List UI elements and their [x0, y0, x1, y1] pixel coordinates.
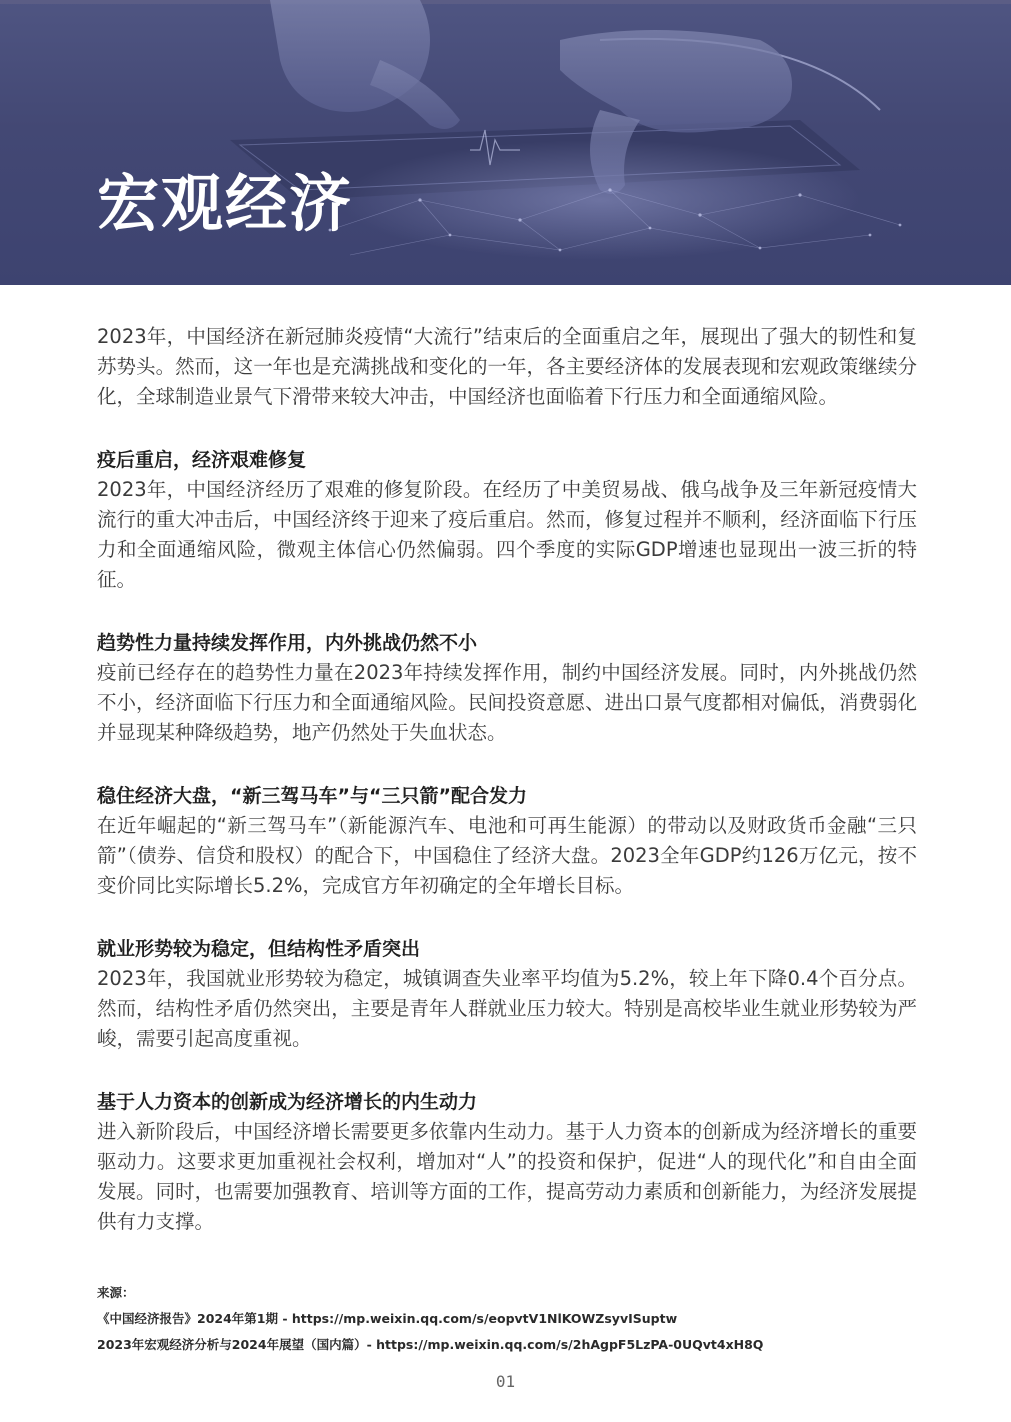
- section-body: 疫前已经存在的趋势性力量在2023年持续发挥作用，制约中国经济发展。同时，内外挑战仍然不小，经济面临下行压力和全面通缩风险。民间投资意愿、进出口景气度都相对偏低，消费弱化并显现某种降级趋势，地产仍然处于失血状态。: [97, 661, 917, 744]
- section-title: 稳住经济大盘，“新三驾马车”与“三只箭”配合发力: [97, 785, 527, 807]
- sources: [97, 1280, 917, 1358]
- page-title: 宏观经济: [97, 167, 354, 240]
- section-body: 2023年，中国经济经历了艰难的修复阶段。在经历了中美贸易战、俄乌战争及三年新冠疫情大流行的重大冲击后，中国经济终于迎来了疫后重启。然而，修复过程并不顺利，经济面临下行压力和全面通缩风险，微观主体信心仍然偏弱。四个季度的实际GDP增速也显现出一波三折的特征。: [97, 478, 917, 591]
- page-number: 01: [495, 1372, 516, 1391]
- section-title: 就业形势较为稳定，但结构性矛盾突出: [97, 938, 421, 960]
- section-title: 基于人力资本的创新成为经济增长的内生动力: [97, 1091, 478, 1113]
- section-body: 在近年崛起的“新三驾马车”（新能源汽车、电池和可再生能源）的带动以及财政货币金融“三只箭”（债券、信贷和股权）的配合下，中国稳住了经济大盘。2023全年GDP约126万亿元，按不变价同比实际增长5.2%，完成官方年初确定的全年增长目标。: [97, 814, 917, 897]
- header-banner: [0, 0, 1011, 285]
- section-body: 2023年，我国就业形势较为稳定，城镇调查失业率平均值为5.2%，较上年下降0.4个百分点。然而，结构性矛盾仍然突出，主要是青年人群就业压力较大。特别是高校毕业生就业形势较为严峻，需要引起高度重视。: [97, 967, 917, 1050]
- sources-label: 来源：: [97, 1285, 135, 1300]
- source-link[interactable]: 2023年宏观经济分析与2024年展望（国内篇）- https://mp.weixin.qq.com/s/2hAgpF5LzPA-0UQvt4xH8Q: [97, 1337, 764, 1352]
- section-employment: [97, 934, 917, 1054]
- article-body: [97, 322, 917, 1237]
- section-human-capital: [97, 1087, 917, 1237]
- section-title: 趋势性力量持续发挥作用，内外挑战仍然不小: [97, 632, 478, 654]
- section-stabilize-economy: [97, 781, 917, 901]
- section-title: 疫后重启，经济艰难修复: [97, 449, 307, 471]
- source-link[interactable]: 《中国经济报告》2024年第1期 - https://mp.weixin.qq.com/s/eopvtV1NlKOWZsyvISuptw: [97, 1311, 678, 1326]
- section-body: 进入新阶段后，中国经济增长需要更多依靠内生动力。基于人力资本的创新成为经济增长的重要驱动力。这要求更加重视社会权利，增加对“人”的投资和保护，促进“人的现代化”和自由全面发展。同时，也需要加强教育、培训等方面的工作，提高劳动力素质和创新能力，为经济发展提供有力支撑。: [97, 1120, 917, 1233]
- section-recovery: [97, 445, 917, 595]
- intro-paragraph: 2023年，中国经济在新冠肺炎疫情“大流行”结束后的全面重启之年，展现出了强大的韧性和复苏势头。然而，这一年也是充满挑战和变化的一年，各主要经济体的发展表现和宏观政策继续分化，全球制造业景气下滑带来较大冲击，中国经济也面临着下行压力和全面通缩风险。: [97, 325, 917, 408]
- section-trend-forces: [97, 628, 917, 748]
